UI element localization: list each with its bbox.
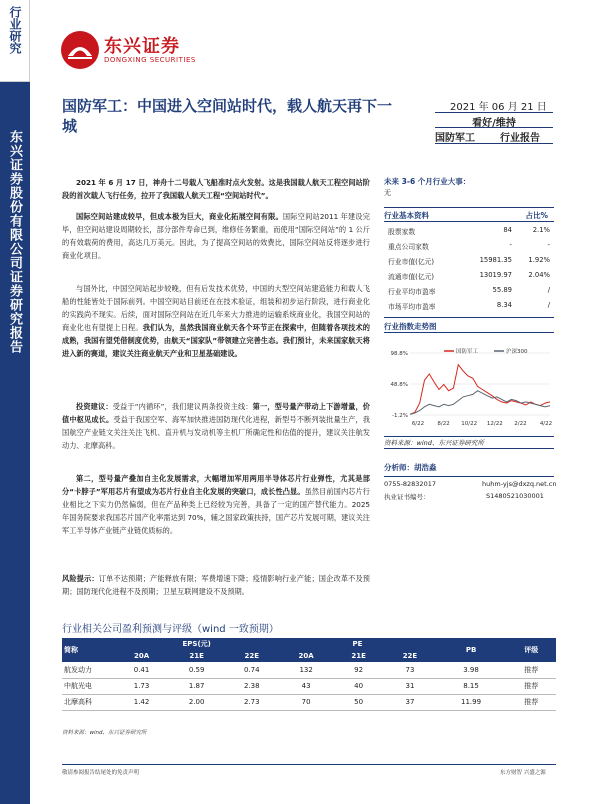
cell-name: 北摩高科: [62, 694, 114, 710]
basic-info-divider: [384, 207, 554, 208]
chart-x-tick: 12/22: [486, 421, 503, 427]
table-source: 资料来源：wind、东兴证券研究所: [62, 730, 147, 736]
bi-name: 行业市值(亿元): [388, 258, 435, 266]
th-year: 21E: [333, 650, 384, 662]
footer-divider: [62, 764, 556, 765]
paragraph-lead: 2021 年 6 月 17 日，神舟十二号载人飞船准时点火发射。这是我国载人航天工程空间站阶段的首次载人飞行任务，拉开了我国载人航天工程“空间站时代”。: [62, 178, 370, 200]
paragraph-text: 受益于“内循环”，我们建议两条投资主线：: [112, 402, 253, 411]
bi-name: 行业平均市盈率: [388, 288, 436, 296]
company-logo: [60, 30, 220, 70]
paragraph-4: [62, 400, 370, 452]
paragraph-text-2: 受益于我国空军、海军加快推进国防现代化进程，新型号不断列装批量生产，我国航空产业链文关注关注飞机、直升机与发动机等主机厂所确定性和估值的提升，建议关注航发动力、北摩高科。: [62, 415, 370, 450]
basic-info-row: [384, 271, 554, 283]
bi-name: 股票家数: [388, 228, 416, 236]
paragraph-lead-2: 第一，型号量产带动上下游增量，价值中枢见成长。: [62, 402, 370, 424]
th-year: 21E: [169, 650, 224, 662]
paragraph-lead: 国际空间站建成较早，但成本极为巨大，商业化拓展空间有限。: [76, 212, 283, 221]
cell-pe: 50: [333, 694, 384, 710]
industry-tag: 国防军工: [435, 133, 475, 144]
logo-text-cn: 东兴证券: [104, 36, 180, 57]
chart-x-tick: 2/22: [514, 421, 527, 427]
bi-name: 流通市值(亿元): [388, 273, 435, 281]
th-year: 20A: [114, 650, 169, 662]
chart-source: 资料来源：wind、东兴证券研究所: [384, 439, 484, 447]
table-row: [62, 678, 556, 694]
th-eps: EPS(元): [114, 638, 279, 650]
bi-pct: -: [547, 241, 550, 249]
cell-eps: 2.00: [169, 694, 224, 710]
paragraph-text: 虽然目前国内芯片行业相比之下实力仍然偏弱，但在产品种类上已经较为完善，具备了一定的国产替代能力。2025 年国务院要求我国芯片国产化率需达到 70%，辅之国家政策扶持，国产芯片发展可期，建议关注军工半导体产业链产业链优质标的。: [62, 487, 370, 535]
basic-info-pct-header: 占比%: [525, 211, 548, 220]
cell-eps: 0.59: [169, 662, 224, 678]
th-year: 20A: [279, 650, 333, 662]
bi-pct: /: [547, 286, 550, 294]
chart-y-tick: 48.8%: [390, 382, 408, 388]
th-pb: PB: [436, 638, 507, 662]
chart-legend-label: 沪深300: [506, 349, 528, 355]
basic-info-row: [384, 301, 554, 313]
cell-pe: 43: [279, 678, 333, 694]
sidebar-category-box: [0, 0, 30, 82]
th-rating: 评级: [506, 638, 556, 662]
bi-pct: 2.1%: [532, 226, 550, 234]
cell-pb: 11.99: [436, 694, 507, 710]
bi-value: 84: [503, 226, 512, 234]
forecast-table-title: 行业相关公司盈利预测与评级（wind 一致预期）: [62, 624, 279, 635]
chart-divider: [384, 332, 554, 333]
basic-info-row: [384, 226, 554, 238]
header-divider: [435, 143, 553, 144]
basic-info-heading: [384, 210, 554, 221]
cell-rating: 推荐: [506, 694, 556, 710]
cell-rating: 推荐: [506, 662, 556, 678]
cell-pe: 40: [333, 678, 384, 694]
bi-value: 55.89: [492, 286, 512, 294]
th-name: 简称: [62, 638, 114, 662]
cell-pe: 132: [279, 662, 333, 678]
analyst-email[interactable]: huhm-yjs@dxzq.net.cn: [482, 480, 557, 488]
report-rating: 看好/维持: [472, 118, 516, 129]
cell-pb: 8.15: [436, 678, 507, 694]
paragraph-tail: 我们认为，虽然我国商业航天各个环节正在探索中，但随着各项技术的成熟，我国有望凭借制度优势，由航天“国家队”带领建立完善生态。我们预计，未来国家航天将进入新的赛道，建议关注商业航天产业和卫星基础建设。: [62, 323, 370, 358]
analyst-divider: [384, 436, 554, 437]
cell-pe: 73: [384, 662, 435, 678]
paragraph-2: [62, 210, 370, 262]
chart-legend-label: 国防军工: [456, 349, 479, 355]
header-divider: [435, 127, 553, 128]
logo-text-en: DONGXING SECURITIES: [104, 56, 196, 64]
cell-name: 航发动力: [62, 662, 114, 678]
bi-pct: /: [547, 301, 550, 309]
bi-value: 8.34: [496, 301, 512, 309]
cell-pb: 3.98: [436, 662, 507, 678]
bi-pct: 1.92%: [528, 256, 550, 264]
cell-pe: 92: [333, 662, 384, 678]
outlook-heading: 未来 3-6 个月行业大事：: [384, 177, 471, 186]
paragraph-text: 订单不达预期；产能释放有限；军费增速下降；疫情影响行业产能；国企改革不及预期；国防现代化进程不及预期；卫星互联网建设不及预期。: [62, 574, 370, 596]
th-year: 22E: [224, 650, 279, 662]
footer-disclaimer: 敬请参阅报告结尾处的免责声明: [62, 770, 140, 776]
cell-eps: 2.73: [224, 694, 279, 710]
th-year: 22E: [384, 650, 435, 662]
basic-info-row: [384, 241, 554, 253]
outlook-value: 无: [384, 189, 391, 197]
chart-x-tick: 6/22: [411, 421, 425, 427]
cell-eps: 2.38: [224, 678, 279, 694]
sidebar-company: 东兴证券股份有限公司证券研究报告: [7, 130, 22, 354]
analyst-phone: 0755-82832017: [384, 480, 436, 488]
basic-info-title: 行业基本资料: [384, 211, 429, 220]
index-trend-chart: [384, 345, 554, 430]
logo-emblem-icon: [60, 30, 100, 70]
chart-divider: [384, 317, 554, 318]
cell-pe: 37: [384, 694, 435, 710]
basic-info-row: [384, 256, 554, 268]
paragraph-3: [62, 282, 370, 360]
chart-x-tick: 4/22: [539, 421, 553, 427]
paragraph-lead: 投资建议：: [76, 402, 113, 411]
bi-name: 重点公司家数: [388, 243, 429, 251]
paragraph-6: [62, 572, 370, 598]
paragraph-lead: 风险提示：: [62, 574, 99, 583]
th-pe: PE: [279, 638, 435, 650]
basic-info-divider: [384, 221, 554, 222]
table-row: [62, 662, 556, 678]
analyst-divider: [384, 448, 554, 449]
analyst-cert: S1480521030001: [486, 492, 544, 500]
sidebar-category: 行业研究: [8, 6, 22, 54]
cell-pe: 31: [384, 678, 435, 694]
chart-series-line: [410, 391, 550, 415]
paragraph-text: 与国外比，中国空间站起步较晚，但有后发技术优势，中国的大型空间站建造能力和载人飞船的性能皆处于国际前列。中国空间站目前还在在技术验证，组装和初步运行阶段，进行商业化的实践尚不现实。后续，面对国际空间站在近几年来大力推进的运输系统商业化，我国空间站的商业化也有望提上日程。: [62, 284, 370, 332]
cell-eps: 1.42: [114, 694, 169, 710]
bi-value: 15981.35: [479, 256, 512, 264]
cell-name: 中航光电: [62, 678, 114, 694]
cell-pe: 70: [279, 694, 333, 710]
forecast-table: [62, 638, 556, 711]
bi-pct: 2.04%: [528, 271, 550, 279]
cell-rating: 推荐: [506, 678, 556, 694]
chart-x-tick: 8/22: [437, 421, 450, 427]
cell-eps: 0.41: [114, 662, 169, 678]
report-title: 国防军工：中国进入空间站时代，载人航天再下一城: [62, 97, 393, 135]
chart-series-line: [410, 365, 550, 415]
report-date: 2021 年 06 月 21 日: [450, 102, 547, 113]
chart-y-tick: 98.8%: [390, 351, 408, 357]
chart-y-tick: -1.2%: [392, 413, 408, 419]
bi-name: 市场平均市盈率: [388, 303, 436, 311]
footer-slogan: 东方财智 兴盛之源: [500, 770, 546, 776]
analyst-divider: [384, 476, 554, 477]
header-divider: [435, 112, 553, 113]
paragraph-text: 国际空间站2011 年建设完毕，但空间站建设周期较长，部分部件寿命已到，维修任务繁重，而使用“国际空间站”的 1 公斤的有效载荷的费用，高达几万美元。因此，为了提高空间站的效费比，国际空间站反将逐步进行商业化项目。: [62, 212, 371, 260]
sidebar: [0, 0, 30, 804]
analyst-heading: 分析师：胡浩淼: [384, 463, 437, 472]
cell-eps: 1.87: [169, 678, 224, 694]
paragraph-1: [62, 176, 370, 202]
chart-x-tick: 10/22: [461, 421, 478, 427]
bi-value: -: [509, 241, 512, 249]
cell-eps: 1.73: [114, 678, 169, 694]
analyst-cert-label: 执业证书编号：: [384, 493, 430, 501]
paragraph-lead: 第二，型号量产叠加自主化发展需求，大幅增加军用两用半导体芯片行业弹性，尤其是部分“卡脖子”军用芯片有望成为芯片行业自主化发展的突破口，成长性凸显。: [62, 474, 370, 496]
bi-value: 13019.97: [479, 271, 512, 279]
report-type-tag: 行业报告: [500, 133, 540, 144]
paragraph-5: [62, 472, 370, 537]
chart-heading: 行业指数走势图: [384, 322, 437, 331]
sidebar-company-box: [0, 82, 30, 804]
table-row: [62, 694, 556, 710]
cell-eps: 0.74: [224, 662, 279, 678]
basic-info-row: [384, 286, 554, 298]
